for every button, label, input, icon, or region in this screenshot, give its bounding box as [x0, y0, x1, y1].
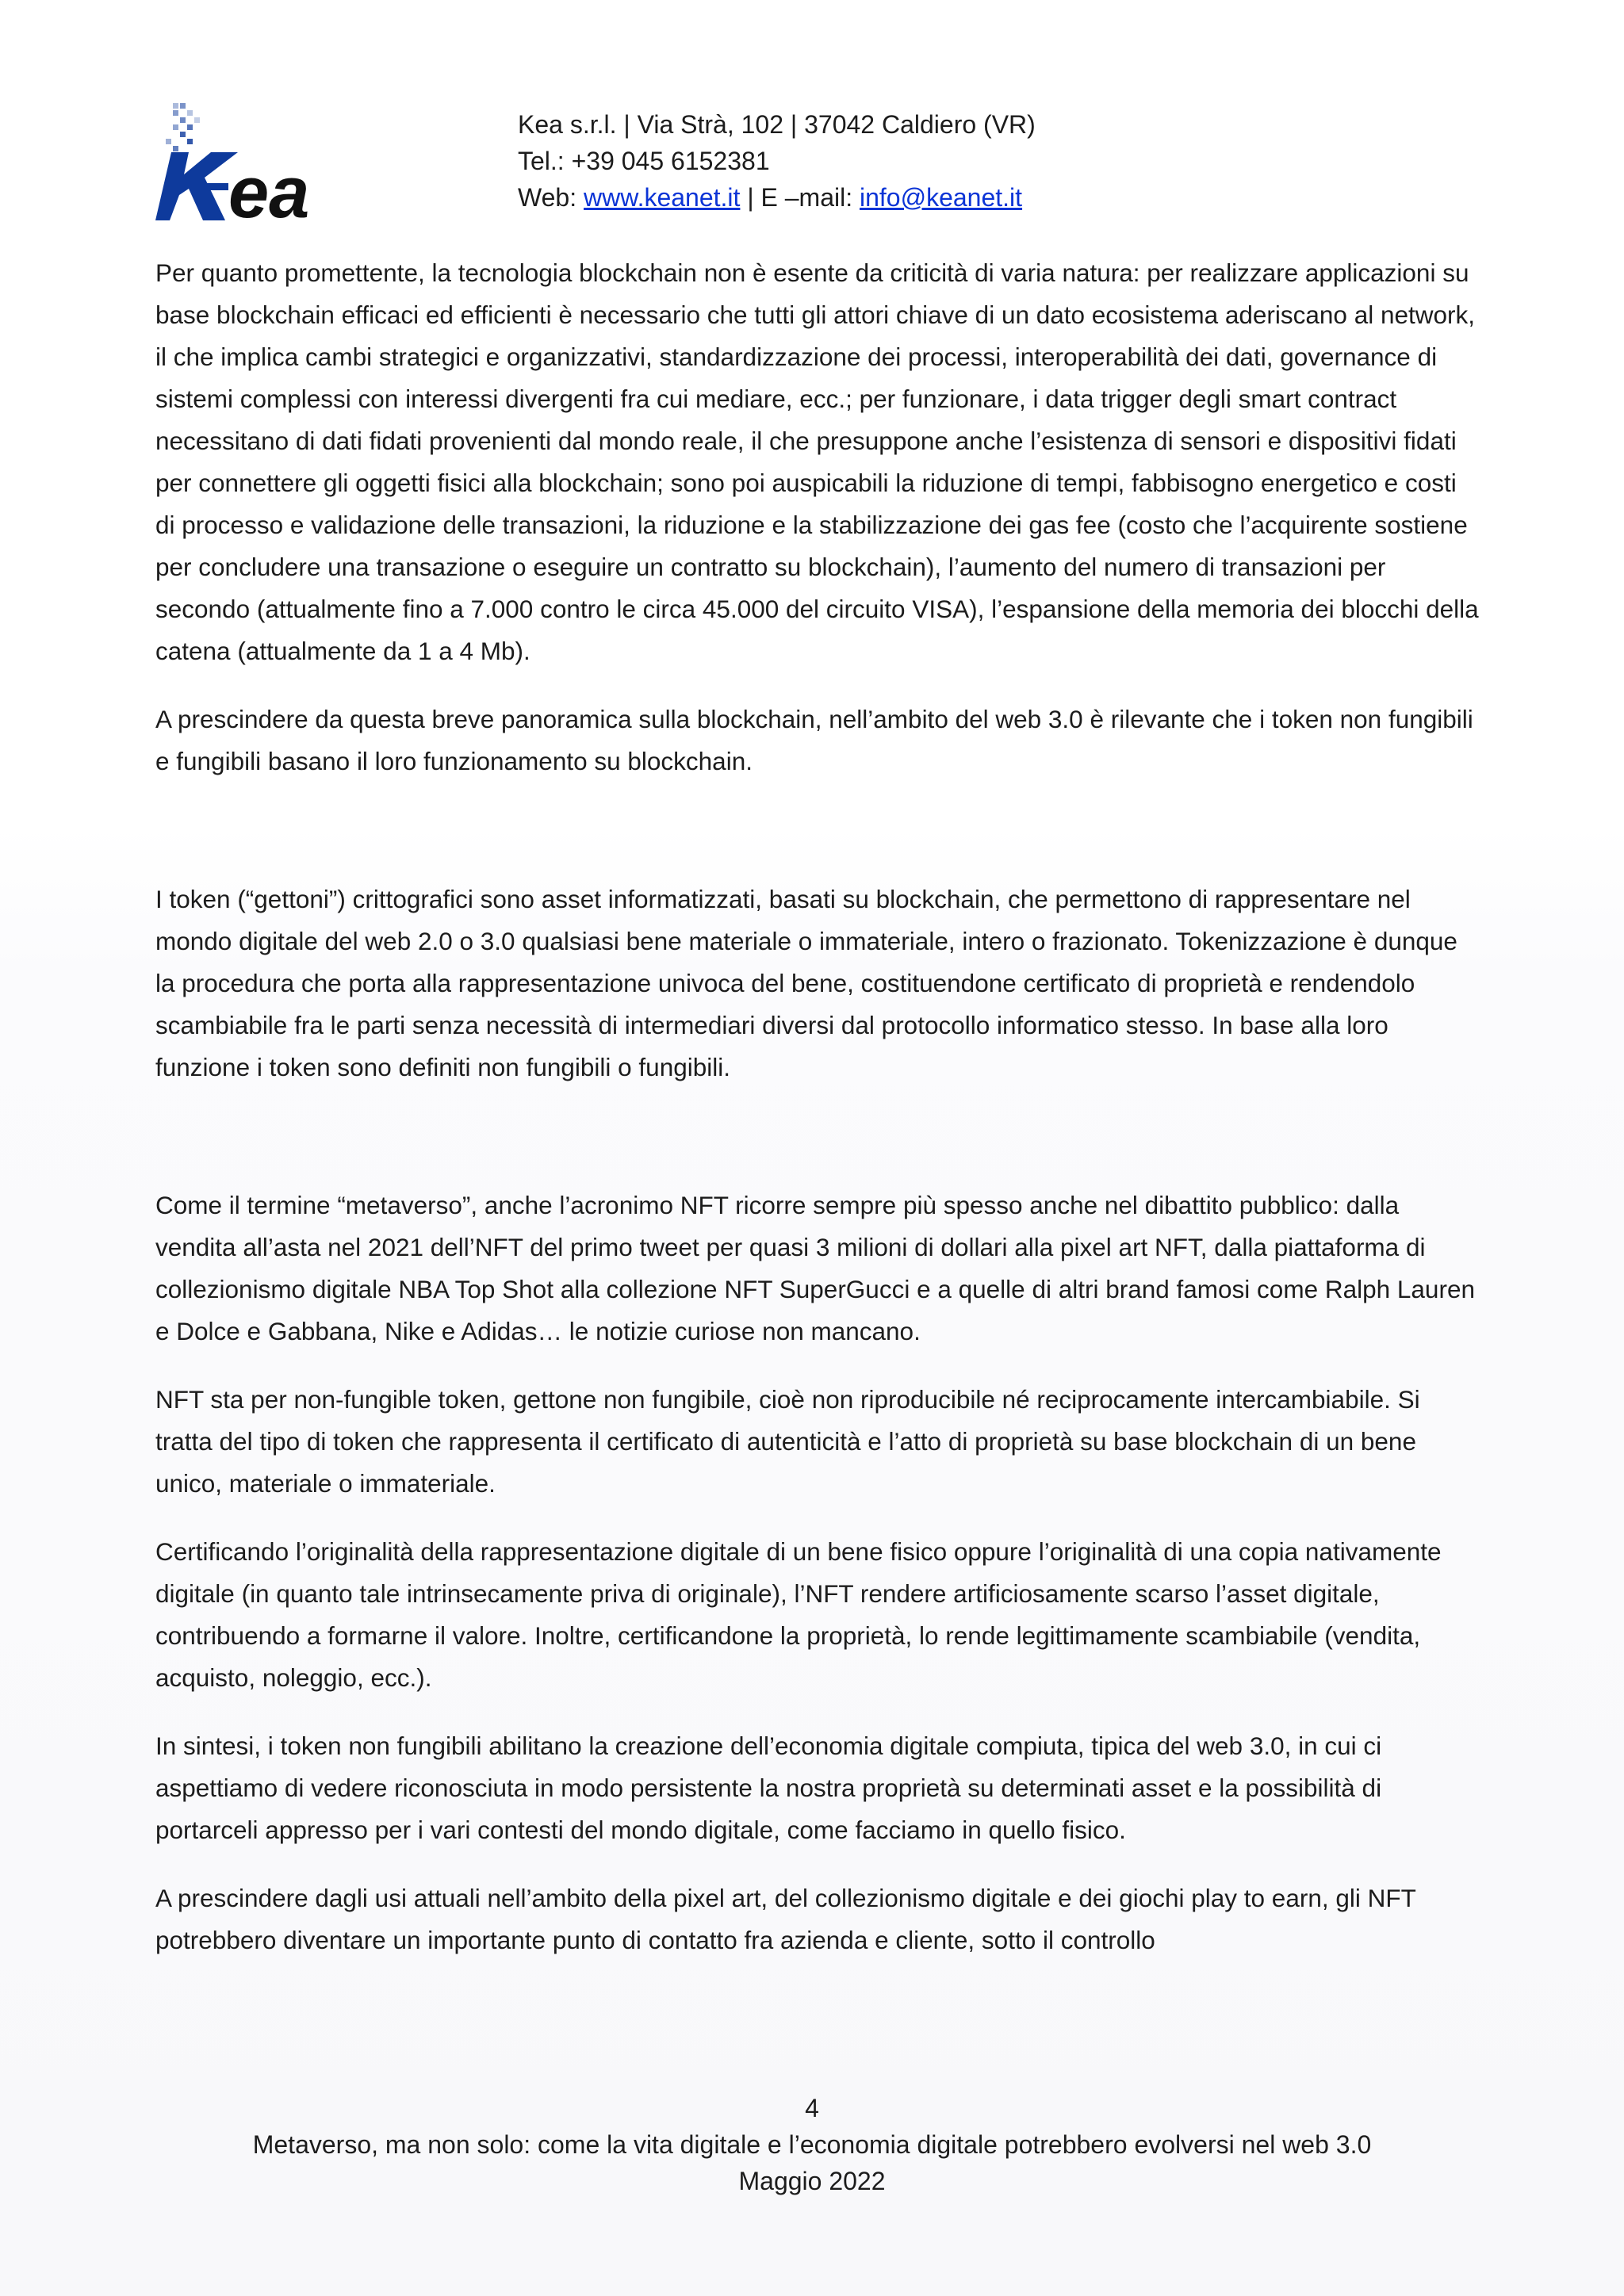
svg-text:ea: ea [228, 152, 310, 220]
web-email-line [518, 179, 1036, 216]
phone-line: Tel.: +39 045 6152381 [518, 147, 770, 175]
document-date: Maggio 2022 [738, 2167, 886, 2195]
paragraph: A prescindere dagli usi attuali nell’ambito della pixel art, del collezionismo digitale e dei giochi play to earn, gli NFT potrebbero diventare un importante punto di contatto fra azienda e cliente, sotto il controllo [155, 1884, 1416, 1954]
document-body [155, 252, 1480, 1988]
paragraph: I token (“gettoni”) crittografici sono asset informatizzati, basati su blockchain, che permettono di rappresentare nel mondo digitale del web 2.0 o 3.0 qualsiasi bene materiale o immateriale, intero o frazionato. Tokenizzazione è dunque la procedura che porta alla rappresentazione univoca del bene, costituendone certificato di proprietà e rendendolo scambiabile fra le parti senza necessità di intermediari diversi dal protocollo informatico stesso. In base alla loro funzione i token sono definiti non fungibili o fungibili. [155, 885, 1457, 1081]
email-link[interactable]: info@keanet.it [860, 183, 1023, 212]
paragraph: Come il termine “metaverso”, anche l’acronimo NFT ricorre sempre più spesso anche nel dibattito pubblico: dalla vendita all’asta nel 2021 dell’NFT del primo tweet per quasi 3 milioni di dollari alla pixel art NFT, dalla piattaforma di collezionismo digitale NBA Top Shot alla collezione NFT SuperGucci e a quelle di altri brand famosi come Ralph Lauren e Dolce e Gabbana, Nike e Adidas… le notizie curiose non mancano. [155, 1191, 1475, 1345]
document-title: Metaverso, ma non solo: come la vita digitale e l’economia digitale potrebbero evolversi nel web 3.0 [252, 2130, 1372, 2159]
web-label: Web: [518, 183, 584, 212]
paragraph: Certificando l’originalità della rappresentazione digitale di un bene fisico oppure l’originalità di una copia nativamente digitale (in quanto tale intrinsecamente priva di originale), l’NFT rendere artificiosamente scarso l’asset digitale, contribuendo a formarne il valore. Inoltre, certificandone la proprietà, lo rende legittimamente scambiabile (vendita, acquisto, noleggio, ecc.). [155, 1537, 1442, 1692]
contact-block [518, 106, 1036, 216]
page-number: 4 [805, 2094, 819, 2122]
paragraph: In sintesi, i token non fungibili abilitano la creazione dell’economia digitale compiuta, tipica del web 3.0, in cui ci aspettiamo di vedere riconosciuta in modo persistente la nostra proprietà su determinati asset e la possibilità di portarceli appresso per i vari contesti del mondo digitale, come facciamo in quello fisico. [155, 1732, 1382, 1844]
address-line: Kea s.r.l. | Via Strà, 102 | 37042 Caldiero (VR) [518, 110, 1036, 139]
paragraph: Per quanto promettente, la tecnologia blockchain non è esente da criticità di varia natura: per realizzare applicazioni su base blockchain efficaci ed efficienti è necessario che tutti gli attori chiave di un dato ecosistema aderiscano al network, il che implica cambi strategici e organizzativi, standardizzazione dei processi, interoperabilità dei dati, governance di sistemi complessi con interessi divergenti fra cui mediare, ecc.; per funzionare, i data trigger degli smart contract necessitano di dati fidati provenienti dal mondo reale, il che presuppone anche l’esistenza di sensori e dispositivi fidati per connettere gli oggetti fisici alla blockchain; sono poi auspicabili la riduzione di tempi, fabbisogno energetico e costi di processo e validazione delle transazioni, la riduzione e la stabilizzazione dei gas fee (costo che l’acquirente sostiene per concludere una transazione o eseguire un contratto su blockchain), l’aumento del numero di transazioni per secondo (attualmente fino a 7.000 contro le circa 45.000 del circuito VISA), l’espansione della memoria dei blocchi della catena (attualmente da 1 a 4 Mb). [155, 258, 1479, 665]
paragraph: NFT sta per non-fungible token, gettone non fungibile, cioè non riproducibile né reciprocamente intercambiabile. Si tratta del tipo di token che rappresenta il certificato di autenticità e l’atto di proprietà su base blockchain di un bene unico, materiale o immateriale. [155, 1385, 1420, 1498]
email-separator: | E –mail: [740, 183, 860, 212]
letterhead [155, 97, 1503, 232]
paragraph: A prescindere da questa breve panoramica sulla blockchain, nell’ambito del web 3.0 è rilevante che i token non fungibili e fungibili basano il loro funzionamento su blockchain. [155, 705, 1473, 775]
company-logo [155, 101, 346, 220]
page-footer [0, 2090, 1624, 2199]
website-link[interactable]: www.keanet.it [584, 183, 741, 212]
